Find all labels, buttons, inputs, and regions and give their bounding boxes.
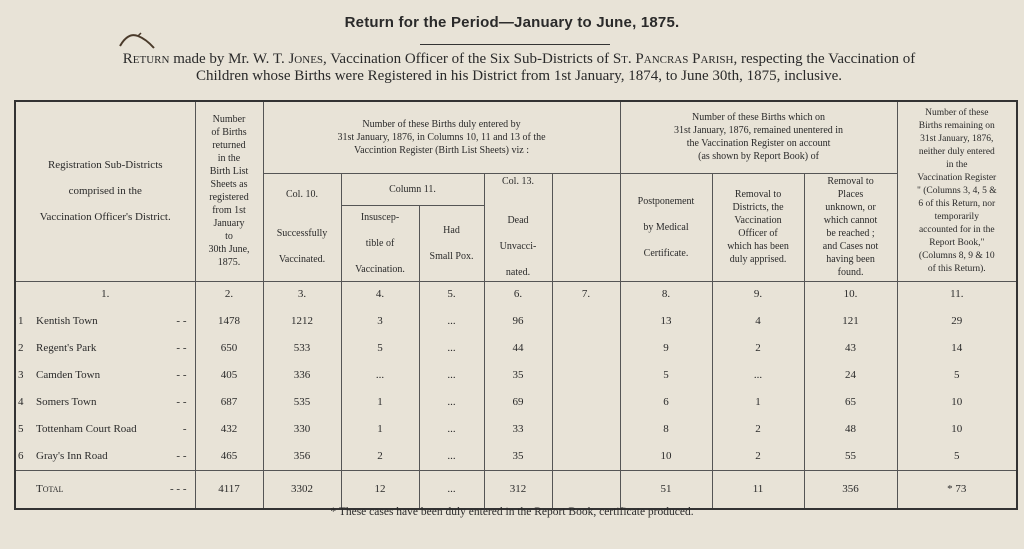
vaccination-return-table (14, 100, 1018, 510)
postponement-cell: 9 (620, 335, 712, 362)
unknown-cell: 65 (804, 389, 897, 416)
column-number: 7. (552, 281, 620, 308)
header-removal-districts: Removal to Districts, the Vaccination Officer of which has been duly apprised. (712, 173, 804, 281)
removal-cell: 2 (712, 443, 804, 471)
insusceptible-cell: ... (341, 362, 419, 389)
vaccinated-cell: 330 (263, 416, 341, 443)
removal-cell: 2 (712, 335, 804, 362)
sub-district-cell: 4 Somers Town - - (15, 389, 195, 416)
intro-paragraph (24, 51, 1014, 85)
sub-district-cell: 3 Camden Town - - (15, 362, 195, 389)
table-row (15, 443, 1017, 471)
total-remaining: * 73 (897, 470, 1017, 509)
vaccinated-cell: 356 (263, 443, 341, 471)
dead-cell: 35 (484, 443, 552, 471)
unknown-cell: 121 (804, 308, 897, 335)
dead-cell: 33 (484, 416, 552, 443)
insusceptible-cell: 2 (341, 443, 419, 471)
column-number: 9. (712, 281, 804, 308)
total-col7 (552, 470, 620, 509)
remaining-cell: 10 (897, 389, 1017, 416)
unknown-cell: 48 (804, 416, 897, 443)
births-cell: 1478 (195, 308, 263, 335)
small-pox-cell: ... (419, 443, 484, 471)
births-cell: 432 (195, 416, 263, 443)
column-number: 2. (195, 281, 263, 308)
table-row (15, 362, 1017, 389)
sub-district-cell: 6 Gray's Inn Road - - (15, 443, 195, 471)
births-cell: 687 (195, 389, 263, 416)
col7-cell (552, 416, 620, 443)
remaining-cell: 10 (897, 416, 1017, 443)
total-postponement: 51 (620, 470, 712, 509)
column-number: 10. (804, 281, 897, 308)
total-births: 4117 (195, 470, 263, 509)
remaining-cell: 14 (897, 335, 1017, 362)
header-postponement: Postponement by Medical Certificate. (620, 173, 712, 281)
sub-district-cell: 2 Regent's Park - - (15, 335, 195, 362)
removal-cell: 4 (712, 308, 804, 335)
dead-cell: 35 (484, 362, 552, 389)
vaccinated-cell: 1212 (263, 308, 341, 335)
intro-text-c: , respecting the Vaccination of (733, 51, 916, 67)
births-cell: 465 (195, 443, 263, 471)
dead-cell: 44 (484, 335, 552, 362)
insusceptible-cell: 1 (341, 416, 419, 443)
intro-text-line2: Children whose Births were Registered in his District from 1st January, 1874, to June 30th, 1875, inclusive. (195, 68, 843, 84)
total-small-pox: ... (419, 470, 484, 509)
table-row (15, 416, 1017, 443)
remaining-cell: 29 (897, 308, 1017, 335)
postponement-cell: 13 (620, 308, 712, 335)
small-pox-cell: ... (419, 389, 484, 416)
dead-cell: 96 (484, 308, 552, 335)
header-group-entered: Number of these Births duly entered by 31st January, 1876, in Columns 10, 11 and 13 of the Vaccintion Register (Birth List Sheets) viz : (263, 101, 620, 173)
remaining-cell: 5 (897, 362, 1017, 389)
small-pox-cell: ... (419, 362, 484, 389)
header-removal-unknown: Removal to Places unknown, or which cannot be reached ; and Cases not having been found. (804, 173, 897, 281)
insusceptible-cell: 3 (341, 308, 419, 335)
column-number: 6. (484, 281, 552, 308)
header-insusceptible: Insuscep- tible of Vaccination. (341, 205, 419, 281)
intro-text-a: made by Mr. W. T. (169, 51, 289, 67)
postponement-cell: 8 (620, 416, 712, 443)
remaining-cell: 5 (897, 443, 1017, 471)
header-col7-blank (552, 173, 620, 281)
postponement-cell: 6 (620, 389, 712, 416)
column-number-row (15, 281, 1017, 308)
vaccinated-cell: 336 (263, 362, 341, 389)
ink-mark-icon (118, 30, 158, 52)
page-title: Return for the Period—January to June, 1875. (344, 14, 680, 31)
insusceptible-cell: 1 (341, 389, 419, 416)
unknown-cell: 55 (804, 443, 897, 471)
column-number: 4. (341, 281, 419, 308)
unknown-cell: 24 (804, 362, 897, 389)
removal-cell: 2 (712, 416, 804, 443)
header-births-returned: Number of Births returned in the Birth List Sheets as registered from 1st January to 30th June, 1875. (195, 101, 263, 281)
column-number: 1. (15, 281, 195, 308)
title-underline (420, 44, 610, 45)
removal-cell: 1 (712, 389, 804, 416)
small-pox-cell: ... (419, 416, 484, 443)
vaccinated-cell: 535 (263, 389, 341, 416)
header-births-remaining: Number of these Births remaining on 31st January, 1876, neither duly entered in the Vaccination Register " (Columns 3, 4, 5 & 6 of this Return, nor temporarily accounted for in the Report Book," (Columns 8, 9 & 10 of this Return). (897, 101, 1017, 281)
intro-parish-name: St. Pancras Parish (612, 51, 734, 67)
col7-cell (552, 389, 620, 416)
removal-cell: ... (712, 362, 804, 389)
total-removal: 11 (712, 470, 804, 509)
total-label-cell: Total - - - (15, 470, 195, 509)
column-number: 3. (263, 281, 341, 308)
sub-district-cell: 1 Kentish Town - - (15, 308, 195, 335)
intro-return-word: Return (122, 51, 170, 67)
footnote: * These cases have been duly entered in the Report Book, certificate produced. (330, 506, 694, 518)
insusceptible-cell: 5 (341, 335, 419, 362)
births-cell: 405 (195, 362, 263, 389)
header-col10-vaccinated: Col. 10. Successfully Vaccinated. (263, 173, 341, 281)
header-col13-dead: Col. 13. Dead Unvacci- nated. (484, 173, 552, 281)
col7-cell (552, 362, 620, 389)
header-small-pox: Had Small Pox. (419, 205, 484, 281)
unknown-cell: 43 (804, 335, 897, 362)
small-pox-cell: ... (419, 335, 484, 362)
sub-district-cell: 5 Tottenham Court Road - (15, 416, 195, 443)
total-row (15, 470, 1017, 509)
total-insusceptible: 12 (341, 470, 419, 509)
header-sub-districts: Registration Sub-Districts comprised in the Vaccination Officer's District. (15, 101, 195, 281)
intro-text-b: , Vaccination Officer of the Six Sub-Districts of (323, 51, 613, 67)
col7-cell (552, 335, 620, 362)
total-vaccinated: 3302 (263, 470, 341, 509)
postponement-cell: 5 (620, 362, 712, 389)
postponement-cell: 10 (620, 443, 712, 471)
column-number: 5. (419, 281, 484, 308)
col7-cell (552, 308, 620, 335)
total-unknown: 356 (804, 470, 897, 509)
intro-officer-name: Jones (288, 51, 324, 67)
header-group-unentered: Number of these Births which on 31st January, 1876, remained unentered in the Vaccination Register on account (as shown by Report Book) of (620, 101, 897, 173)
small-pox-cell: ... (419, 308, 484, 335)
header-col11: Column 11. (341, 173, 484, 205)
column-number: 11. (897, 281, 1017, 308)
table-row (15, 335, 1017, 362)
total-dead: 312 (484, 470, 552, 509)
col7-cell (552, 443, 620, 471)
table-row (15, 389, 1017, 416)
dead-cell: 69 (484, 389, 552, 416)
column-number: 8. (620, 281, 712, 308)
table-row (15, 308, 1017, 335)
vaccinated-cell: 533 (263, 335, 341, 362)
births-cell: 650 (195, 335, 263, 362)
